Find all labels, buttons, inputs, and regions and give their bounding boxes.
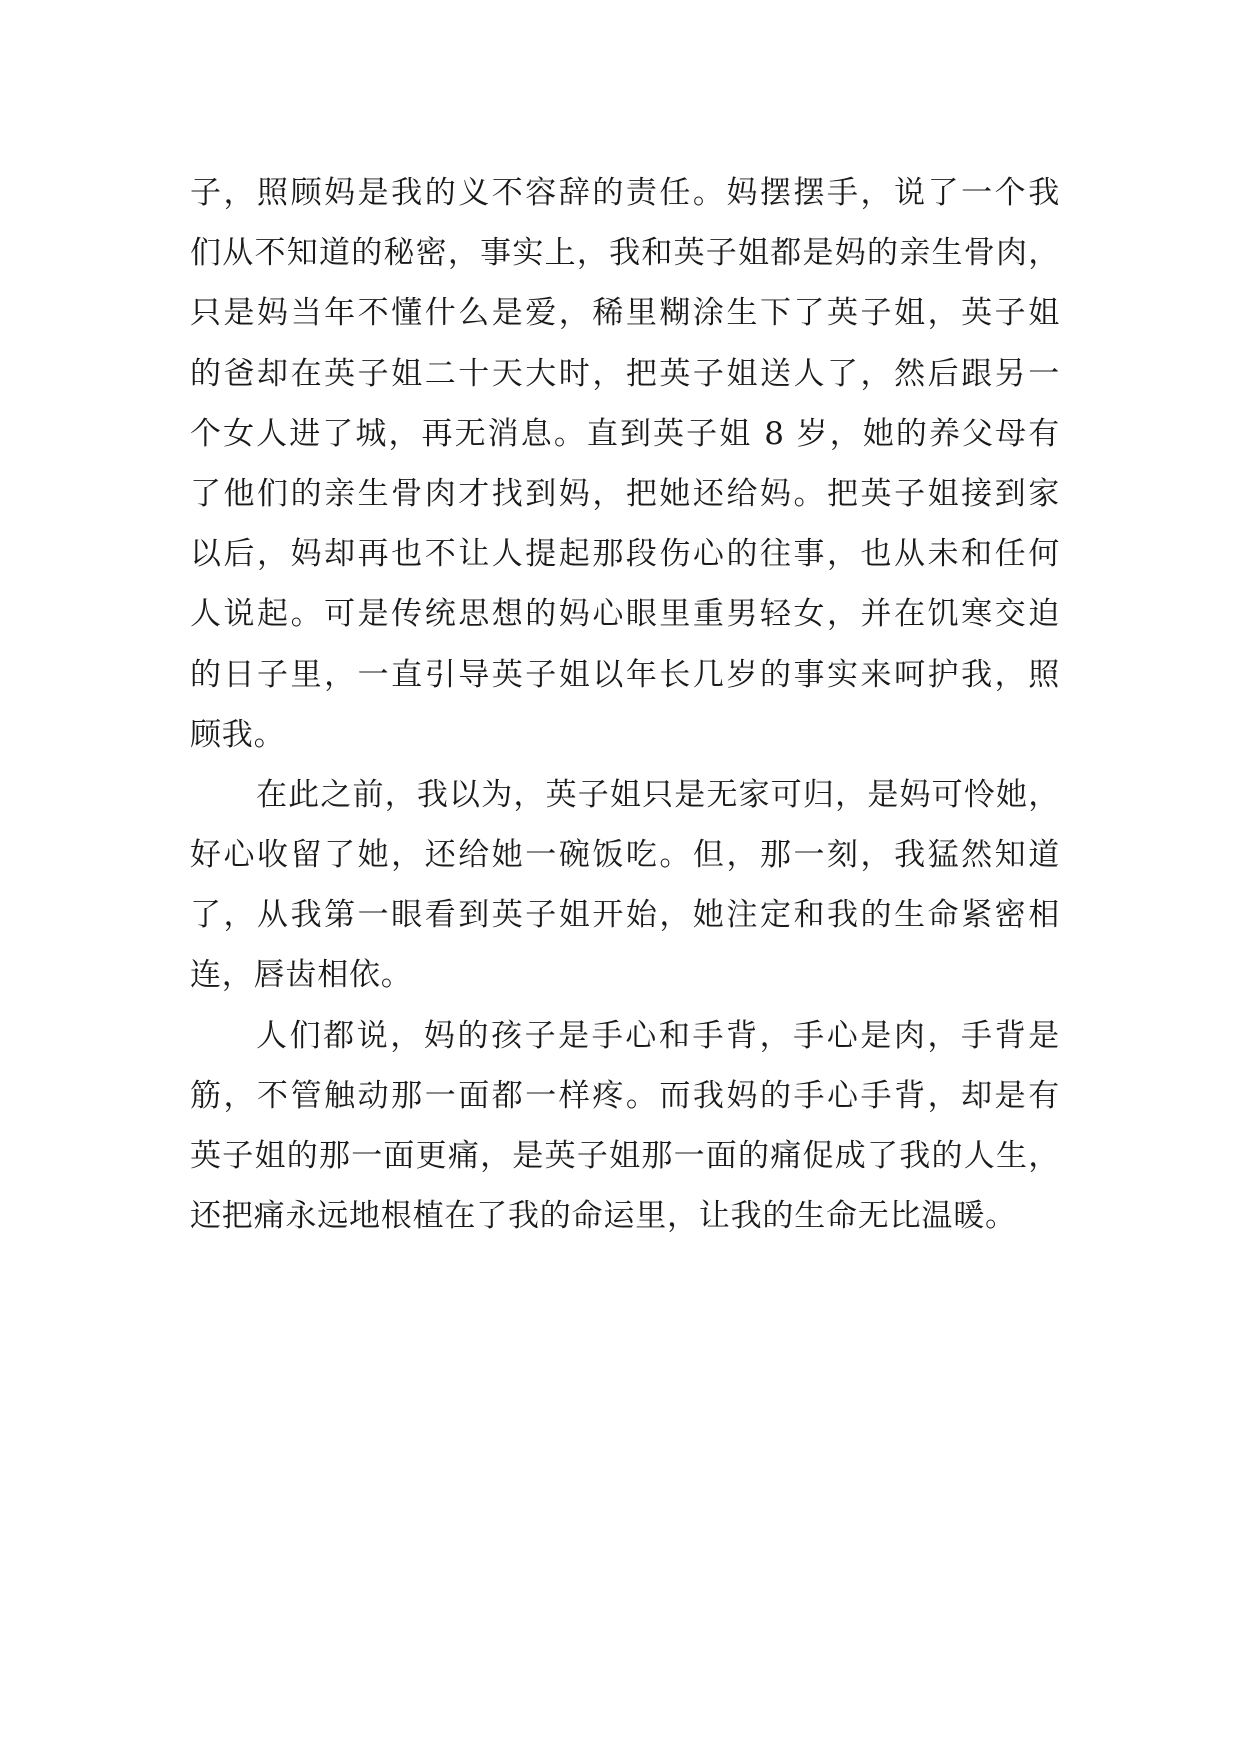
text-line: 英子姐的那一面更痛，是英子姐那一面的痛促成了我的人生， [190,1138,1060,1174]
text-line: 连，唇齿相依。 [190,957,413,994]
text-line: 人说起。可是传统思想的妈心眼里重男轻女，并在饥寒交迫 [190,596,1060,633]
text-line: 顾我。 [190,716,286,753]
body-text [190,163,1060,1246]
text-line: 子，照顾妈是我的义不容辞的责任。妈摆摆手，说了一个我 [190,175,1060,211]
text-line: 们从不知道的秘密，事实上，我和英子姐都是妈的亲生骨肉， [190,235,1060,272]
text-line: 的日子里，一直引导英子姐以年长几岁的事实来呵护我，照 [190,656,1060,693]
text-line: 个女人进了城，再无消息。直到英子姐 8 岁，她的养父母有 [190,415,1060,452]
paragraph-first-line: 在此之前，我以为，英子姐只是无家可归，是妈可怜她， [256,776,1060,813]
text-line: 的爸却在英子姐二十天大时，把英子姐送人了，然后跟另一 [190,355,1060,392]
text-line: 以后，妈却再也不让人提起那段伤心的往事，也从未和任何 [190,536,1060,573]
text-line: 还把痛永远地根植在了我的命运里，让我的生命无比温暖。 [190,1198,1017,1235]
text-line: 了他们的亲生骨肉才找到妈，把她还给妈。把英子姐接到家 [190,475,1060,512]
text-line: 好心收留了她，还给她一碗饭吃。但，那一刻，我猛然知道 [190,837,1060,874]
text-line: 筋，不管触动那一面都一样疼。而我妈的手心手背，却是有 [190,1077,1060,1114]
paragraph-first-line: 人们都说，妈的孩子是手心和手背，手心是肉，手背是 [256,1017,1060,1054]
text-line: 了，从我第一眼看到英子姐开始，她注定和我的生命紧密相 [190,897,1060,934]
text-line: 只是妈当年不懂什么是爱，稀里糊涂生下了英子姐，英子姐 [190,295,1060,332]
